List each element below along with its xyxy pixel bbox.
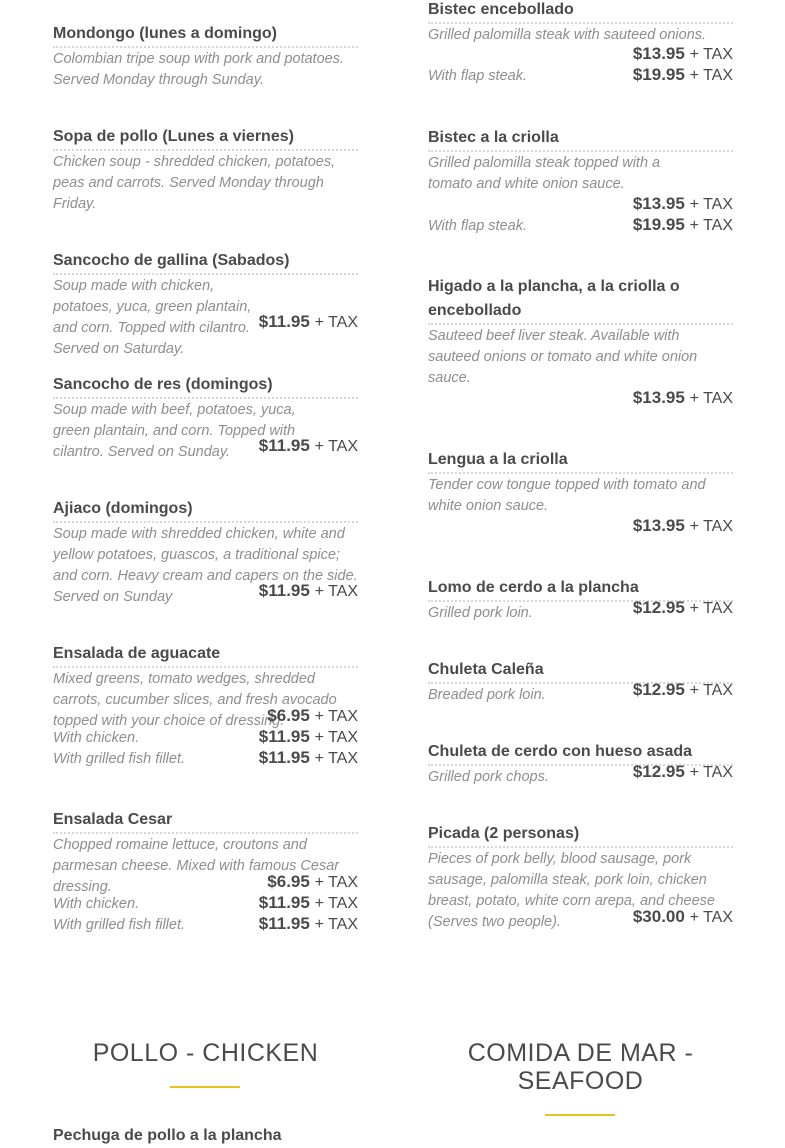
- item-price: $13.95 + TAX: [632, 44, 733, 63]
- item-name: Sopa de pollo (Lunes a viernes): [53, 125, 358, 151]
- price-row: [428, 598, 733, 619]
- item-description: Chopped romaine lettuce, croutons and parmesan cheese. Mixed with famous Cesar dressing.: [53, 837, 340, 895]
- price-note: With grilled fish fillet.: [53, 917, 186, 933]
- item-name: Bistec a la criolla: [428, 126, 733, 152]
- item-description: Grilled pork loin.: [428, 605, 533, 621]
- item-price: $11.95 + TAX: [258, 436, 358, 455]
- item-description: Soup made with chicken, potatoes, yuca, green plantain, and corn. Topped with cilantro. Served on Saturday.: [53, 278, 252, 357]
- item-name: Mondongo (lunes a domingo): [53, 22, 358, 48]
- price-row: [428, 65, 733, 86]
- item-name: Ajiaco (domingos): [53, 497, 358, 523]
- item-price: $19.95 + TAX: [632, 65, 733, 84]
- price-note: With chicken.: [53, 730, 140, 746]
- section-title-underline: [545, 1114, 615, 1116]
- item-description: Soup made with beef, potatoes, yuca, green plantain, and corn. Topped with cilantro. Served on Sunday.: [53, 402, 296, 460]
- item-price: $12.95 + TAX: [632, 680, 733, 699]
- menu-item: [428, 275, 733, 407]
- price-row: [53, 727, 358, 748]
- menu-item: [428, 0, 733, 84]
- item-price: $6.95 + TAX: [267, 706, 358, 725]
- section-title-line: COMIDA DE MAR -: [467, 1039, 694, 1067]
- item-price: $11.95 + TAX: [258, 312, 358, 331]
- item-price: $19.95 + TAX: [632, 215, 733, 234]
- item-description: Grilled palomilla steak topped with a tomato and white onion sauce.: [428, 155, 661, 192]
- item-name: Lengua a la criolla: [428, 448, 733, 474]
- menu-item: [53, 642, 358, 767]
- menu-item: [53, 125, 358, 215]
- section-title-underline: [170, 1086, 240, 1088]
- price-row: [428, 680, 733, 701]
- price-row: [53, 706, 358, 727]
- item-description: Grilled pork chops.: [428, 769, 549, 785]
- price-note: With flap steak.: [428, 68, 527, 84]
- item-description: Breaded pork loin.: [428, 687, 546, 703]
- menu-item: [428, 658, 733, 706]
- price-note: With chicken.: [53, 896, 140, 912]
- price-row: [53, 872, 358, 893]
- item-description: Sauteed beef liver steak. Available with sauteed onions or tomato and white onion sauce.: [428, 328, 698, 386]
- item-description: Tender cow tongue topped with tomato and white onion sauce.: [428, 477, 706, 514]
- price-row: [428, 194, 733, 215]
- item-description: Mixed greens, tomato wedges, shredded carrots, cucumber slices, and fresh avocado topped with your choice of dressing.: [53, 671, 337, 729]
- item-name: Sancocho de gallina (Sabados): [53, 249, 358, 275]
- item-name: Chuleta de cerdo con hueso asada: [428, 740, 733, 766]
- price-note: With flap steak.: [428, 218, 527, 234]
- price-row: [428, 762, 733, 783]
- item-description: Chicken soup - shredded chicken, potatoes, peas and carrots. Served Monday through Friday.: [53, 154, 336, 212]
- price-row: [53, 893, 358, 914]
- price-row: [53, 581, 358, 602]
- menu-item: [53, 373, 358, 463]
- price-row: [53, 312, 358, 333]
- item-price: $11.95 + TAX: [258, 748, 358, 767]
- item-name: Bistec encebollado: [428, 0, 733, 24]
- item-price: $13.95 + TAX: [632, 194, 733, 213]
- item-price: $13.95 + TAX: [632, 516, 733, 535]
- item-price: $11.95 + TAX: [258, 727, 358, 746]
- item-description: Soup made with shredded chicken, white and yellow potatoes, guascos, a traditional spice; and corn. Heavy cream and capers on the side. Served on Sunday: [53, 526, 358, 605]
- price-row: [428, 215, 733, 236]
- item-price: $12.95 + TAX: [632, 598, 733, 617]
- price-row: [53, 436, 358, 457]
- menu-item: [428, 448, 733, 535]
- menu-item: [53, 249, 358, 360]
- price-row: [428, 388, 733, 409]
- menu-item: [428, 126, 733, 234]
- item-description: Pieces of pork belly, blood sausage, pork sausage, palomilla steak, pork loin, chicken breast, potato, white corn arepa, and cheese (Serves two people).: [428, 851, 715, 930]
- item-price: $11.95 + TAX: [258, 581, 358, 600]
- price-note: With grilled fish fillet.: [53, 751, 186, 767]
- item-price: $12.95 + TAX: [632, 762, 733, 781]
- item-description: Colombian tripe soup with pork and potatoes. Served Monday through Sunday.: [53, 51, 344, 88]
- menu-item: [428, 576, 733, 624]
- item-name: Sancocho de res (domingos): [53, 373, 358, 399]
- price-row: [53, 914, 358, 935]
- price-row: [428, 907, 733, 928]
- section-title-seafood: [428, 1039, 733, 1095]
- section-title-line: SEAFOOD: [517, 1067, 644, 1095]
- item-name: Ensalada de aguacate: [53, 642, 358, 668]
- item-name: Higado a la plancha, a la criolla o encebollado: [428, 275, 733, 325]
- item-name: Ensalada Cesar: [53, 808, 358, 834]
- price-row: [53, 748, 358, 769]
- item-price: $6.95 + TAX: [267, 872, 358, 891]
- menu-item: [428, 822, 733, 933]
- item-price: $13.95 + TAX: [632, 388, 733, 407]
- menu-item: [53, 808, 358, 933]
- menu-item: [53, 22, 358, 91]
- section-title-chicken: POLLO - CHICKEN: [92, 1039, 319, 1067]
- item-name: Pechuga de pollo a la plancha: [53, 1127, 282, 1144]
- menu-item: [428, 740, 733, 788]
- item-name: Lomo de cerdo a la plancha: [428, 576, 733, 602]
- item-price: $11.95 + TAX: [258, 914, 358, 933]
- price-row: [428, 44, 733, 65]
- item-description: Grilled palomilla steak with sauteed onions.: [428, 27, 707, 43]
- item-name: Picada (2 personas): [428, 822, 733, 848]
- menu-item: [53, 497, 358, 608]
- item-price: $30.00 + TAX: [632, 907, 733, 926]
- item-price: $11.95 + TAX: [258, 893, 358, 912]
- item-name: Chuleta Caleña: [428, 658, 733, 684]
- price-row: [428, 516, 733, 537]
